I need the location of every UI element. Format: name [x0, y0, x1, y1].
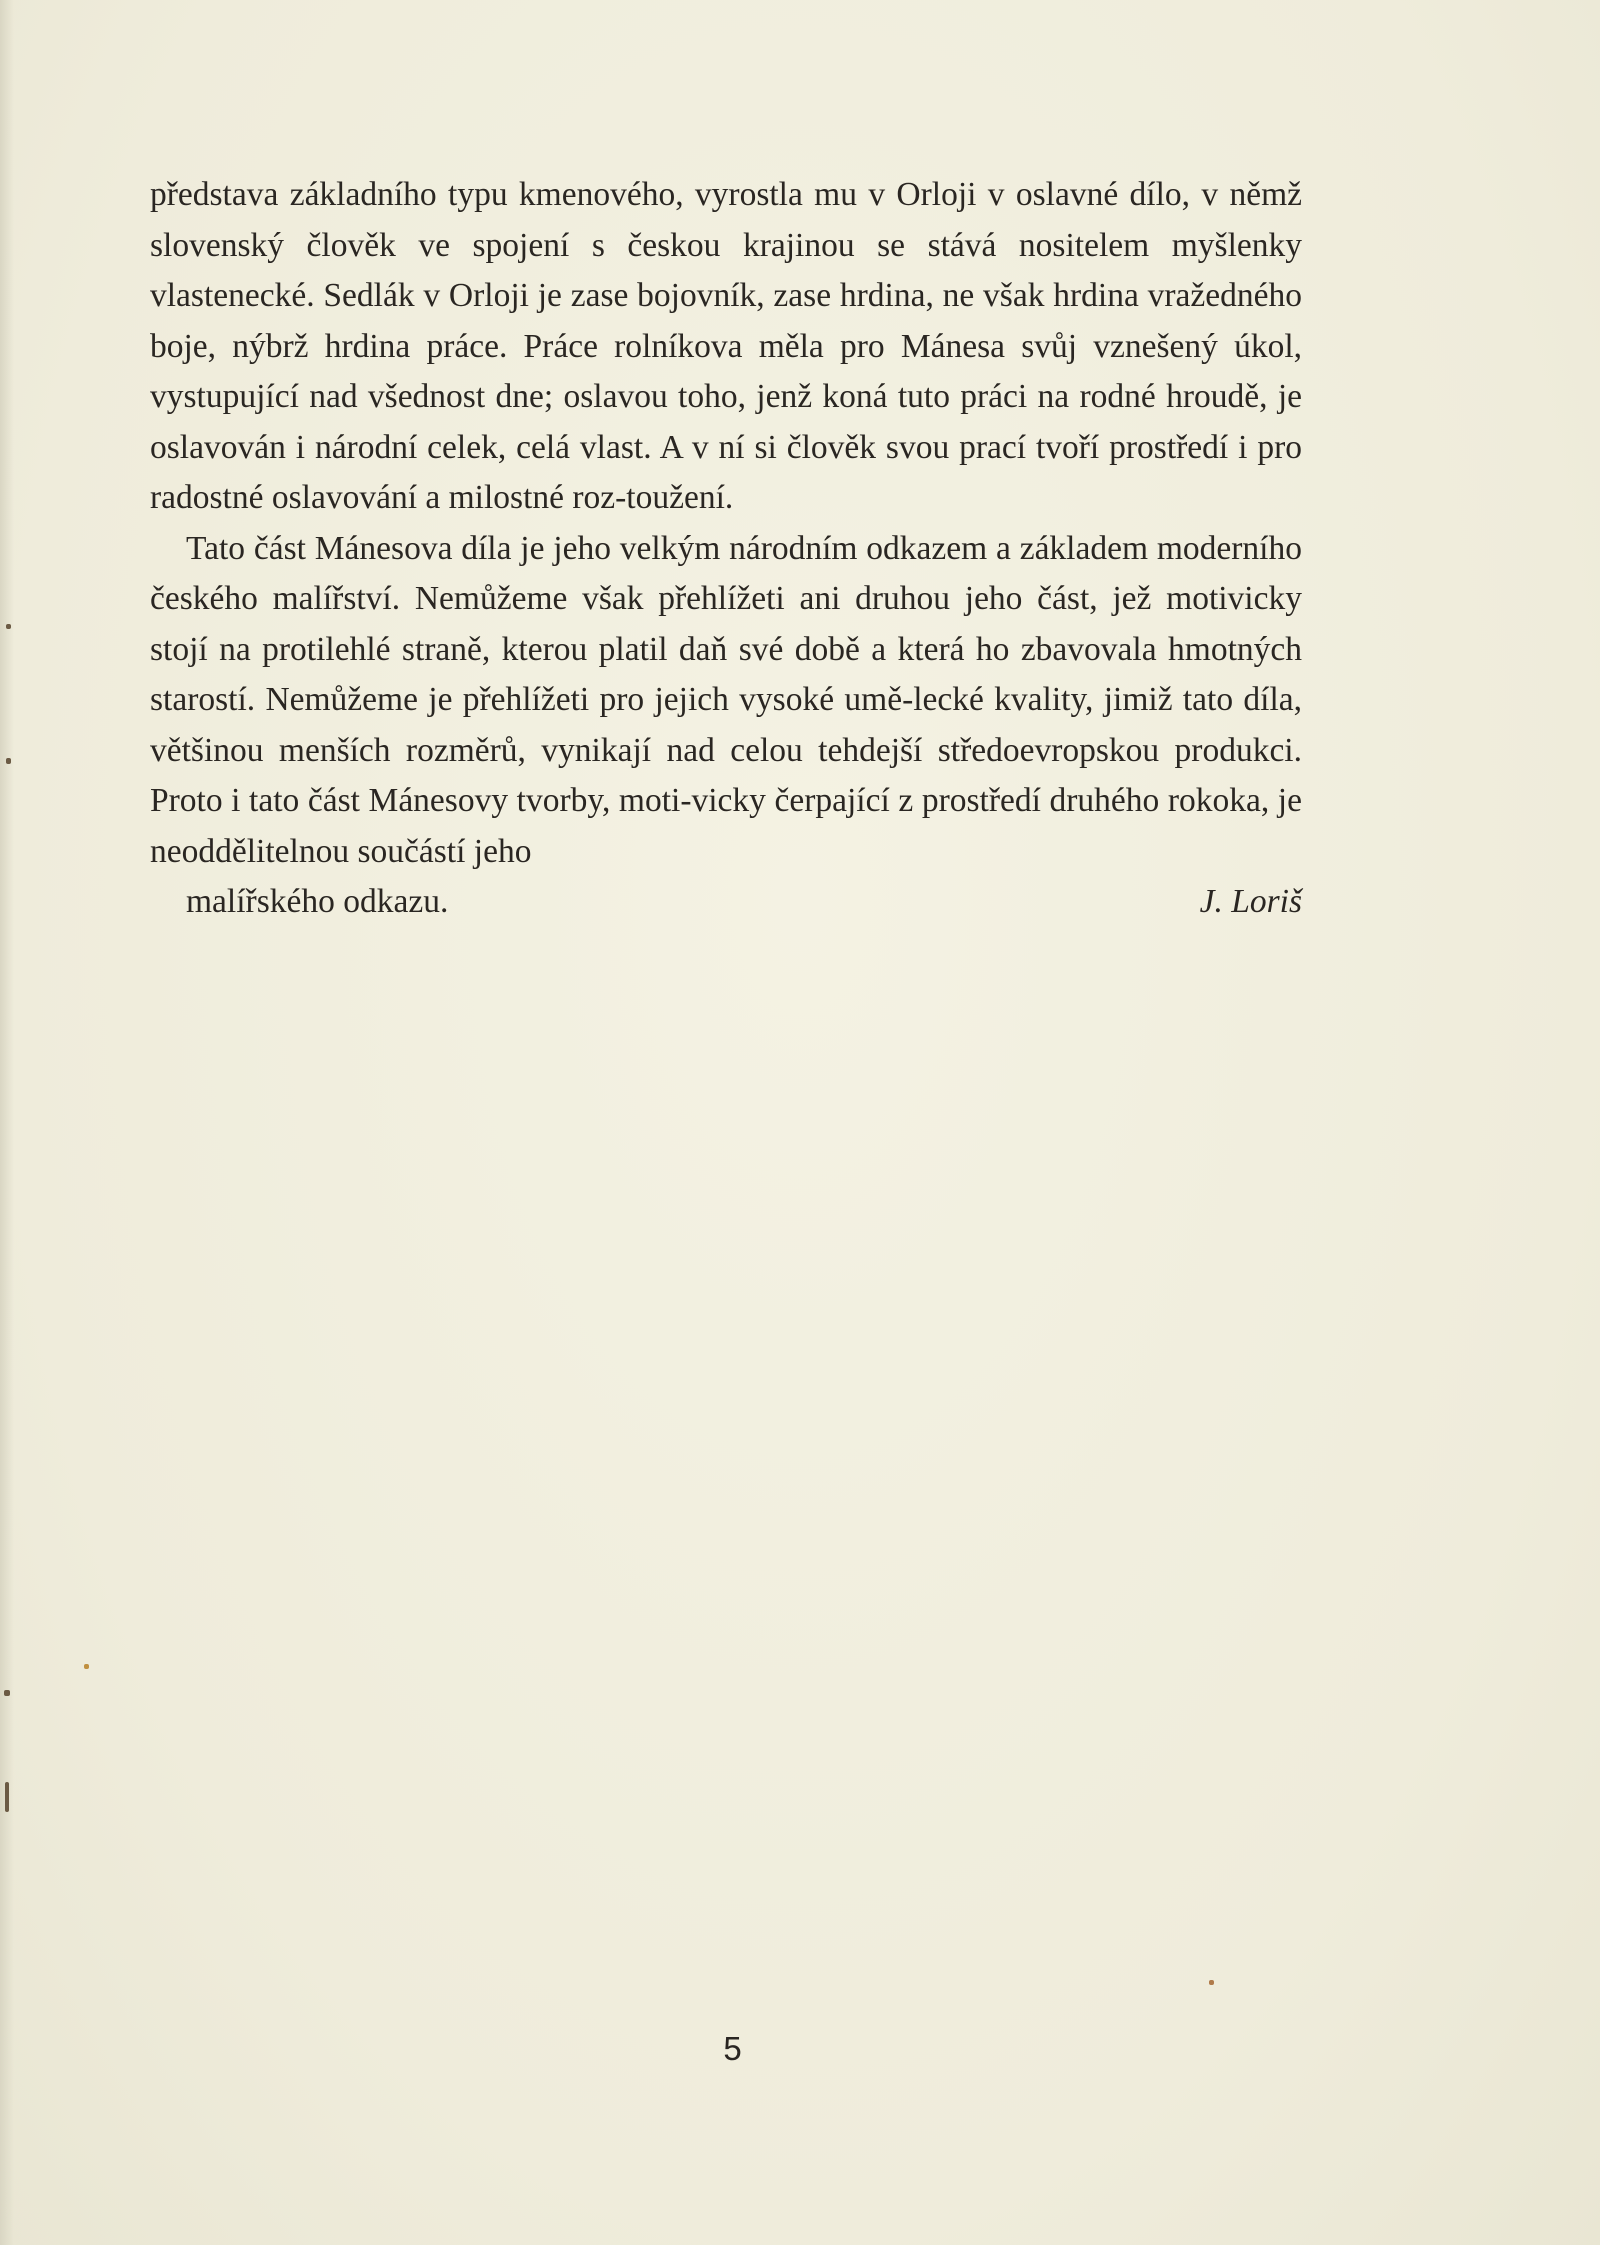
binding-mark [6, 758, 11, 764]
paragraph-1: představa základního typu kmenového, vyrostla mu v Orloji v oslavné dílo, v němž slovenský člověk ve spojení s českou krajinou se stává nositelem myšlenky vlastenecké. Sedlák v Orloji je zase bojovník, zase hrdina, ne však hrdina vražedného boje, nýbrž hrdina práce. Práce rolníkova měla pro Mánesa svůj vznešený úkol, vystupující nad všednost dne; oslavou toho, jenž koná tuto práci na rodné hroudě, je oslavován i národní celek, celá vlast. A v ní si člověk svou prací tvoří prostředí i pro radostné oslavování a milostné roz-toužení. [150, 176, 1302, 516]
page-edge-shadow [0, 0, 14, 2245]
binding-mark [5, 1782, 9, 1812]
body-text [150, 170, 1302, 928]
author-signature: J. Loriš [1199, 883, 1302, 920]
page-number: 5 [723, 2030, 742, 2067]
closing-line-text: malířského odkazu. [186, 883, 449, 920]
binding-mark [4, 1690, 10, 1696]
paragraph-2-text: Tato část Mánesova díla je jeho velkým národním odkazem a základem moderního českého malířství. Nemůžeme však přehlížeti ani druhou jeho část, jež motivicky stojí na protilehlé straně, kterou platil daň své době a která ho zbavovala hmotných starostí. Nemůžeme je přehlížeti pro jejich vysoké umě-lecké kvality, jimiž tato díla, většinou menších rozměrů, vynikají nad celou tehdejší středoevropskou produkci. Proto i tato část Mánesovy tvorby, moti-vicky čerpající z prostředí druhého rokoka, je neoddělitelnou součástí jeho [150, 529, 1302, 870]
binding-mark [6, 624, 11, 629]
paragraph-2 [150, 524, 1302, 928]
paper-speck [84, 1664, 89, 1669]
paper-speck [1209, 1980, 1214, 1985]
closing-line [150, 877, 1302, 928]
